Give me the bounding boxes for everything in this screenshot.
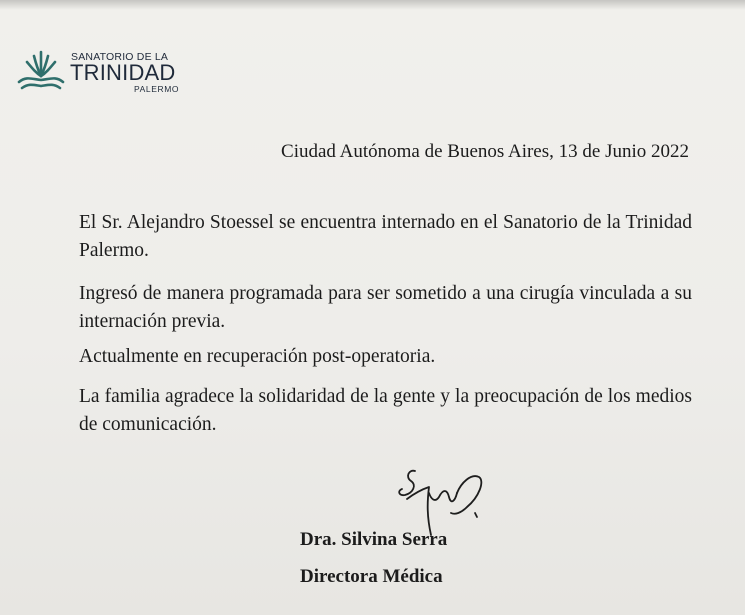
paragraph-2: Ingresó de manera programada para ser sometido a una cirugía vinculada a su internación previa. [79,283,692,332]
letterhead-line-2: TRINIDAD [70,60,176,85]
letterhead-line-3: PALERMO [134,84,180,94]
page-edge-shadow [0,0,745,10]
letterhead-line-1: SANATORIO DE LA [71,51,169,63]
letterhead-logo [16,42,186,98]
signatory-name: Dra. Silvina Serra [300,529,448,550]
signatory-title: Directora Médica [300,566,443,587]
paragraph-4: La familia agradece la solidaridad de la gente y la preocupación de los medios de comunicación. [79,386,692,435]
trinidad-logo-icon [16,46,66,92]
paragraph-3: Actualmente en recuperación post-operatoria. [79,346,436,367]
paragraph-1: El Sr. Alejandro Stoessel se encuentra internado en el Sanatorio de la Trinidad Palermo. [79,212,692,261]
letter-date: Ciudad Autónoma de Buenos Aires, 13 de Junio 2022 [281,141,689,162]
